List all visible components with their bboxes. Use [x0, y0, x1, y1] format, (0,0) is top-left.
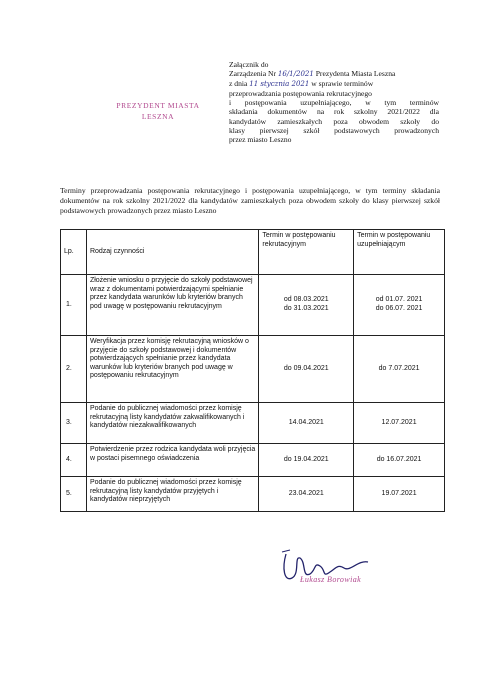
row-number: 3. — [61, 403, 87, 444]
row-supplementary-term-value: do 7.07.2021 — [378, 364, 420, 372]
attachment-header — [229, 60, 439, 144]
row-supplementary-term — [354, 477, 445, 512]
row-recruitment-term-value: do 19.04.2021 — [283, 455, 329, 463]
table-row — [61, 444, 445, 477]
row-recruitment-term-value: do 31.03.2021 — [283, 305, 329, 312]
header-activity: Rodzaj czynności — [86, 230, 258, 275]
header-line-1: Załącznik do — [229, 60, 269, 69]
row-supplementary-term — [354, 444, 445, 477]
stamp-line-2: LESZNA — [141, 112, 175, 121]
row-activity: Podanie do publicznej wiadomości przez komisję rekrutacyjną listy kandydatów zakwalifikowanych i kandydatów niezakwalifikowanych — [86, 403, 258, 444]
header-recruitment-term: Termin w postępowaniu rekrutacyjnym — [259, 230, 354, 275]
table-row — [61, 275, 445, 336]
header-line-8: klasy pierwszej szkół podstawowych prowadzonych — [229, 125, 439, 135]
row-recruitment-term — [259, 336, 354, 403]
row-number: 1. — [61, 275, 87, 336]
row-recruitment-term-value: 14.04.2021 — [288, 418, 324, 426]
row-recruitment-term-value: 23.04.2021 — [288, 489, 324, 497]
row-supplementary-term — [354, 275, 445, 336]
row-supplementary-term — [354, 336, 445, 403]
schedule-table — [60, 229, 445, 512]
table-row — [61, 336, 445, 403]
header-line-6: składania dokumentów na rok szkolny 2021/2022 dla — [229, 107, 439, 117]
row-recruitment-term-value: do 09.04.2021 — [283, 364, 329, 372]
table-header-row — [61, 230, 445, 275]
row-supplementary-term — [354, 403, 445, 444]
row-supplementary-term-value: do 16.07.2021 — [376, 455, 422, 463]
row-number: 5. — [61, 477, 87, 512]
row-number: 4. — [61, 444, 87, 477]
row-supplementary-term-value: do 06.07. 2021 — [375, 305, 423, 312]
header-lp: Lp. — [61, 230, 87, 275]
row-number: 2. — [61, 336, 87, 403]
row-recruitment-term — [259, 275, 354, 336]
header-supplementary-term: Termin w postępowaniu uzupełniającym — [354, 230, 445, 275]
header-line-5: i postępowania uzupełniającego, w tym terminów — [229, 98, 439, 108]
row-activity: Podanie do publicznej wiadomości przez komisję rekrutacyjną listy kandydatów przyjętych i kandydatów nieprzyjętych — [86, 477, 258, 512]
row-activity: Złożenie wniosku o przyjęcie do szkoły podstawowej wraz z dokumentami potwierdzającymi spełnianie przez kandydata warunków lub kryteriów branych pod uwagę w postępowaniu rekrutacyjnym — [86, 275, 258, 336]
row-activity: Potwierdzenie przez rodzica kandydata woli przyjęcia w postaci pisemnego oświadczenia — [86, 444, 258, 477]
row-supplementary-term-value: 12.07.2021 — [381, 418, 417, 426]
row-activity: Weryfikacja przez komisję rekrutacyjną wniosków o przyjęcie do szkoły podstawowej i dokumentów potwierdzających spełnianie przez kandydata warunków lub kryteriów branych pod uwagę w postępowaniu rekrutacyjnym — [86, 336, 258, 403]
handwritten-date: 11 stycznia 2021 — [249, 80, 310, 89]
mayor-stamp — [108, 100, 208, 122]
row-recruitment-term — [259, 477, 354, 512]
table-row — [61, 403, 445, 444]
handwritten-ordinance-number: 16/1/2021 — [277, 70, 314, 79]
row-supplementary-term-value: od 01.07. 2021 — [375, 296, 423, 304]
header-line-9: przez miasto Leszno — [229, 134, 292, 144]
header-line-4: przeprowadzania postępowania rekrutacyjnego — [229, 89, 372, 99]
table-row — [61, 477, 445, 512]
header-line-7: kandydatów zamieszkałych poza obwodem szkoły do — [229, 116, 439, 126]
header-line-2: Zarządzenia Nr 16/1/2021 Prezydenta Miasta Leszna — [229, 69, 396, 79]
stamp-line-1: PREZYDENT MIASTA — [116, 101, 200, 110]
row-recruitment-term — [259, 444, 354, 477]
intro-paragraph: Terminy przeprowadzania postępowania rekrutacyjnego i postępowania uzupełniającego, w tym terminy składania dokumentów na rok szkolny 2021/2022 dla kandydatów zamieszkałych poza obwodem szkoły do klasy pierwszej szkół podstawowych prowadzonych przez miasto Leszno — [60, 186, 440, 215]
row-supplementary-term-value: 19.07.2021 — [381, 489, 417, 497]
row-recruitment-term-value: od 08.03.2021 — [283, 296, 329, 304]
row-recruitment-term — [259, 403, 354, 444]
signature-name: Łukasz Borowiak — [300, 575, 362, 584]
header-line-3: z dnia 11 stycznia 2021 w sprawie terminów — [229, 79, 374, 89]
